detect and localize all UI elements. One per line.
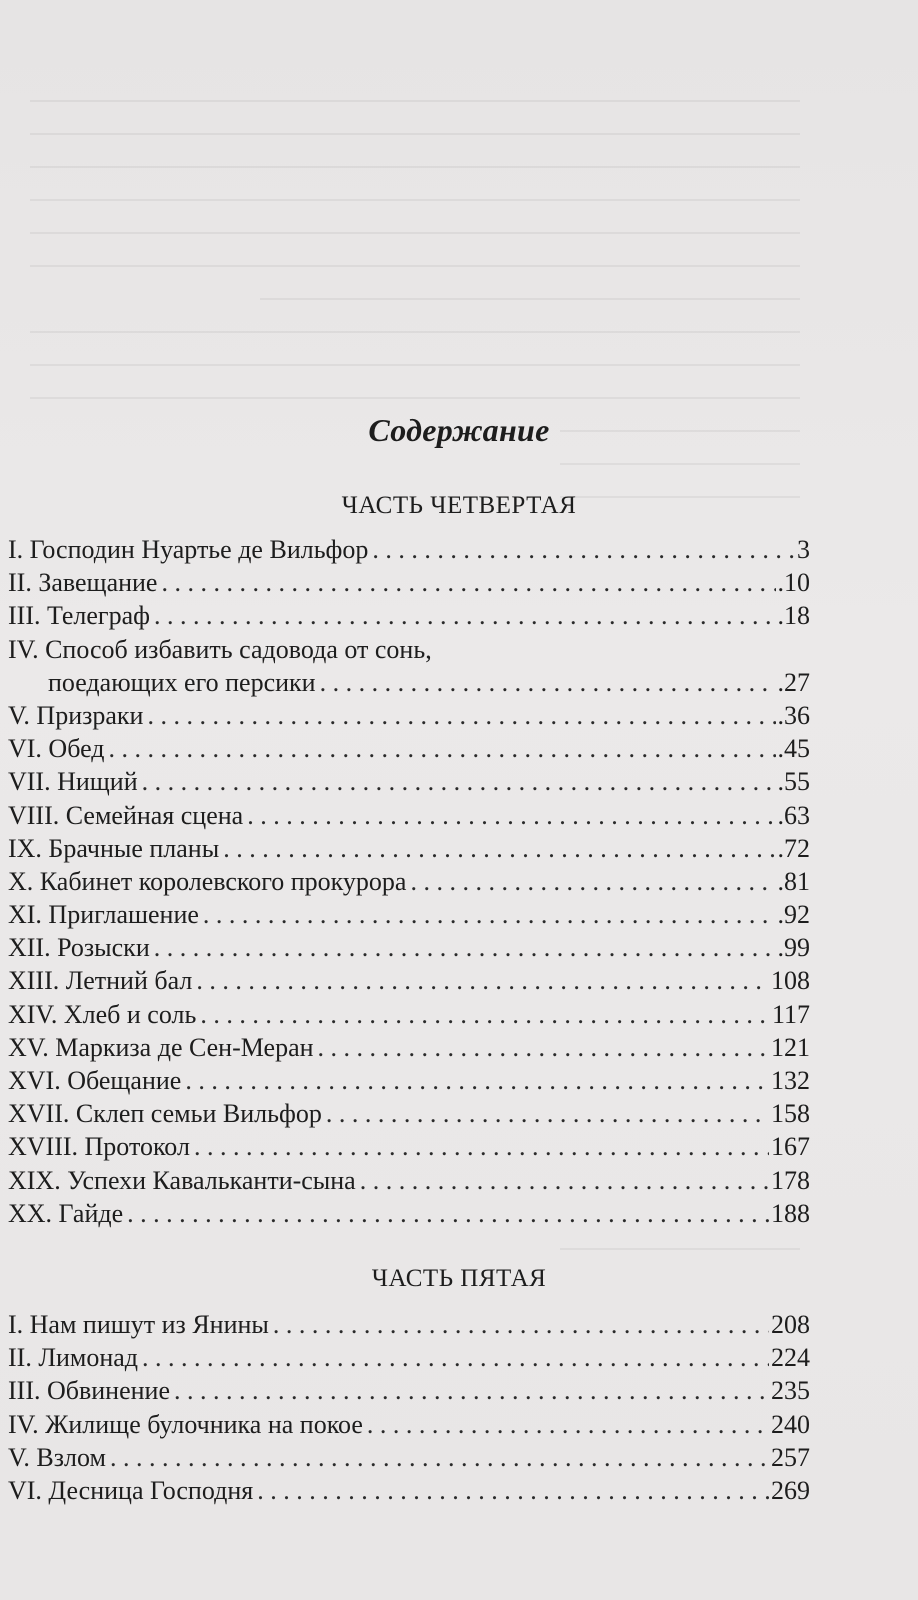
toc-part-five — [8, 1308, 810, 1507]
leader-dots — [247, 799, 775, 832]
chapter-title-continued: поедающих его персики — [48, 667, 316, 697]
toc-entry[interactable] — [8, 1064, 810, 1097]
page-number: .55 — [777, 767, 810, 797]
chapter-title: III. Телеграф — [8, 601, 150, 631]
page-number: 121 — [771, 1032, 810, 1062]
page-number: 3 — [797, 535, 810, 564]
toc-entry[interactable] — [8, 964, 810, 997]
chapter-title: XVII. Склеп семьи Вильфор — [8, 1099, 322, 1129]
toc-entry[interactable] — [8, 1097, 810, 1130]
chapter-title: I. Господин Нуартье де Вильфор — [8, 535, 369, 564]
chapter-title: VII. Нищий — [8, 767, 138, 797]
leader-dots — [223, 832, 775, 865]
leader-dots — [200, 998, 770, 1031]
page-number: 167 — [771, 1132, 810, 1162]
leader-dots — [367, 1408, 769, 1441]
chapter-title: V. Взлом — [8, 1442, 106, 1472]
toc-entry[interactable] — [8, 799, 810, 832]
chapter-title: XI. Приглашение — [8, 900, 199, 930]
toc-part-four — [8, 533, 810, 1230]
chapter-title: VI. Десница Господня — [8, 1475, 254, 1505]
page-number: 257 — [771, 1442, 810, 1472]
page-number: .10 — [777, 568, 810, 598]
leader-dots — [142, 765, 776, 798]
toc-entry[interactable] — [8, 832, 810, 865]
page-number: .27 — [777, 667, 810, 697]
toc-entry[interactable] — [8, 1408, 810, 1441]
toc-entry[interactable] — [8, 533, 810, 566]
toc-entry[interactable] — [8, 1197, 810, 1230]
chapter-title: VIII. Семейная сцена — [8, 800, 244, 830]
leader-dots — [161, 566, 775, 599]
page-number: 208 — [771, 1310, 810, 1339]
page-number: 235 — [771, 1376, 810, 1406]
toc-entry[interactable] — [8, 599, 810, 632]
toc-entry[interactable] — [8, 1341, 810, 1374]
chapter-title: II. Завещание — [8, 568, 158, 598]
toc-entry[interactable] — [8, 732, 810, 765]
chapter-title: IV. Способ избавить садовода от сонь, — [8, 634, 432, 664]
leader-dots — [410, 865, 775, 898]
leader-dots — [174, 1374, 769, 1407]
toc-entry[interactable] — [8, 1164, 810, 1197]
page-number: 269 — [771, 1475, 810, 1505]
leader-dots — [203, 898, 776, 931]
page-number: .81 — [777, 866, 810, 896]
leader-dots — [110, 1441, 769, 1474]
page-number: 240 — [771, 1409, 810, 1439]
toc-entry[interactable] — [8, 1130, 810, 1163]
leader-dots — [196, 964, 769, 997]
chapter-title: IV. Жилище булочника на покое — [8, 1409, 363, 1439]
leader-dots — [273, 1308, 769, 1341]
page-number: .99 — [777, 933, 810, 963]
page-number: 224 — [771, 1343, 810, 1373]
toc-entry[interactable] — [8, 765, 810, 798]
toc-title: Содержание — [368, 412, 550, 448]
chapter-title: IX. Брачные планы — [8, 833, 220, 863]
chapter-title: XIX. Успехи Кавальканти-сына — [8, 1165, 356, 1195]
chapter-title: VI. Обед — [8, 734, 105, 764]
leader-dots — [142, 1341, 769, 1374]
page-number: 158 — [771, 1099, 810, 1129]
leader-dots — [320, 666, 776, 699]
leader-dots — [257, 1474, 769, 1507]
leader-dots — [194, 1130, 769, 1163]
page-number: 117 — [771, 999, 810, 1029]
toc-entry[interactable] — [8, 699, 810, 732]
page-number: 188 — [771, 1198, 810, 1228]
page-number: .36 — [777, 700, 810, 730]
page-number: .72 — [777, 833, 810, 863]
part-five-heading: ЧАСТЬ ПЯТАЯ — [371, 1265, 547, 1292]
toc-entry[interactable] — [8, 898, 810, 931]
leader-dots — [326, 1097, 769, 1130]
chapter-title: XIII. Летний бал — [8, 966, 193, 996]
chapter-title: XV. Маркиза де Сен-Меран — [8, 1032, 314, 1062]
toc-entry[interactable] — [8, 1031, 810, 1064]
leader-dots — [127, 1197, 769, 1230]
page-number: .18 — [777, 601, 810, 631]
toc-entry[interactable] — [8, 1374, 810, 1407]
chapter-title: V. Призраки — [8, 700, 144, 730]
toc-entry[interactable] — [8, 931, 810, 964]
page-number: .63 — [777, 800, 810, 830]
leader-dots — [109, 732, 776, 765]
toc-entry[interactable] — [8, 998, 810, 1031]
chapter-title: XVI. Обещание — [8, 1066, 182, 1096]
chapter-title: II. Лимонад — [8, 1343, 138, 1373]
page-number: 178 — [771, 1165, 810, 1195]
part-four-heading: ЧАСТЬ ЧЕТВЕРТАЯ — [341, 492, 577, 519]
chapter-title: XII. Розыски — [8, 933, 150, 963]
toc-entry[interactable] — [8, 1441, 810, 1474]
leader-dots — [360, 1164, 769, 1197]
leader-dots — [154, 599, 776, 632]
toc-entry[interactable] — [8, 865, 810, 898]
leader-dots — [318, 1031, 769, 1064]
page-number: .45 — [777, 734, 810, 764]
toc-entry[interactable] — [8, 1308, 810, 1341]
page-number: 132 — [771, 1066, 810, 1096]
chapter-title: XX. Гайде — [8, 1198, 124, 1228]
leader-dots — [154, 931, 776, 964]
chapter-title: I. Нам пишут из Янины — [8, 1310, 269, 1339]
chapter-title: III. Обвинение — [8, 1376, 170, 1406]
toc-entry[interactable] — [8, 633, 810, 699]
page-number: 108 — [771, 966, 810, 996]
leader-dots — [185, 1064, 769, 1097]
page-number: .92 — [777, 900, 810, 930]
leader-dots — [147, 699, 775, 732]
chapter-title: X. Кабинет королевского прокурора — [8, 866, 407, 896]
toc-entry[interactable] — [8, 566, 810, 599]
chapter-title: XVIII. Протокол — [8, 1132, 190, 1162]
chapter-title: XIV. Хлеб и соль — [8, 999, 197, 1029]
leader-dots — [372, 533, 795, 566]
toc-entry[interactable] — [8, 1474, 810, 1507]
